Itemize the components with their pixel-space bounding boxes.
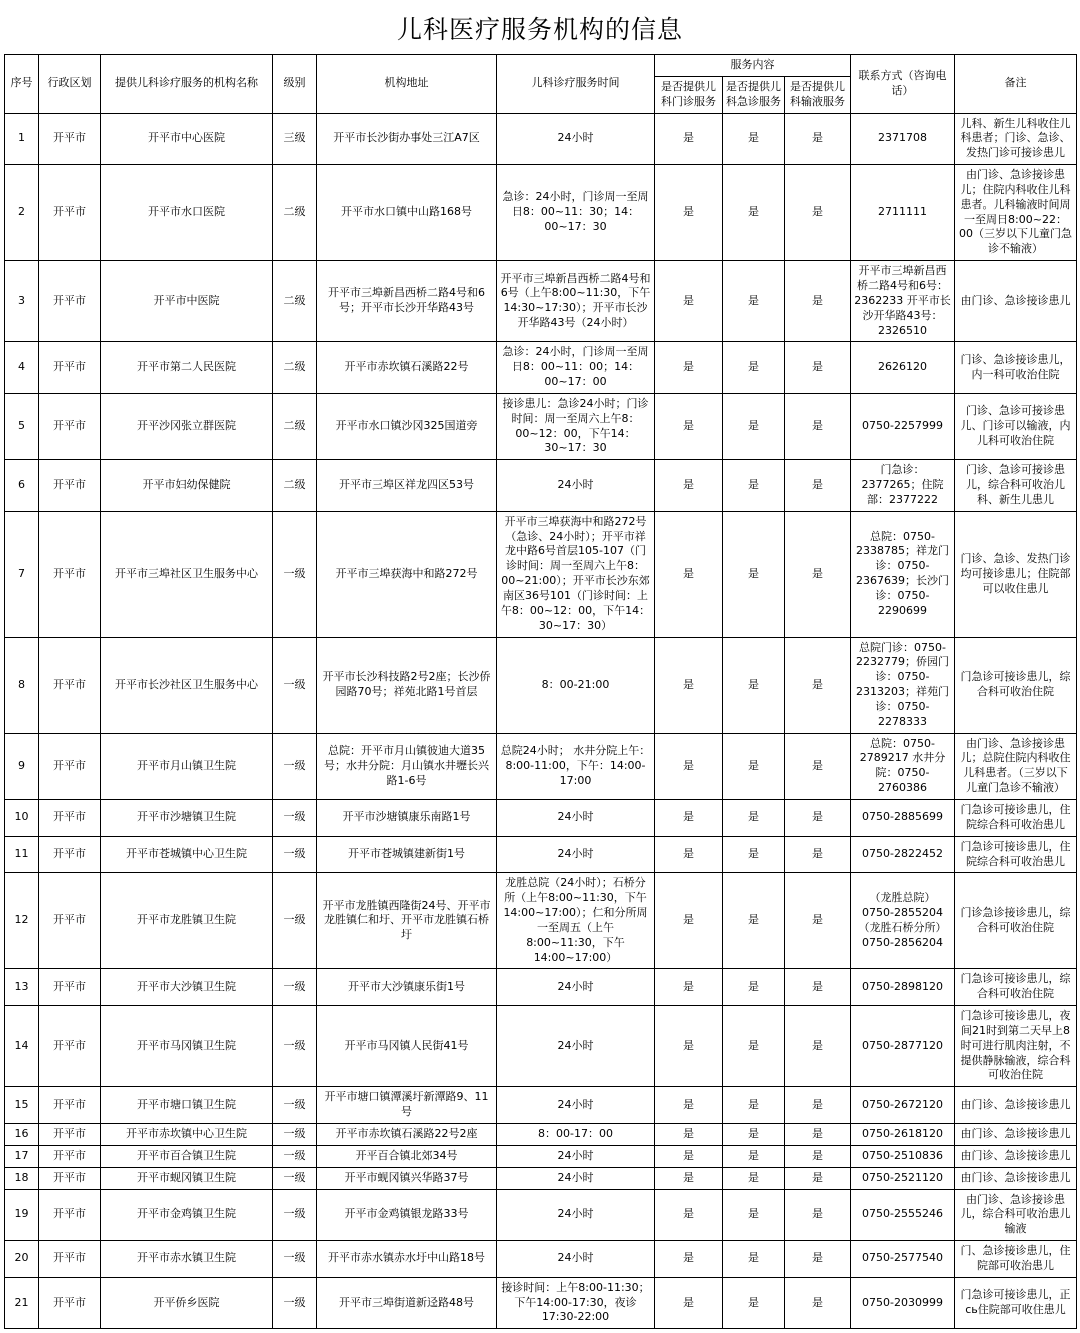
table-row [5, 261, 1077, 342]
cell-address: 开平市三埠区祥龙四区53号 [317, 460, 497, 512]
cell-seq: 5 [5, 393, 39, 459]
cell-svc-emergency: 是 [723, 393, 785, 459]
cell-remark: 门诊、急诊接诊患儿，内一科可收治住院 [955, 342, 1077, 394]
cell-district: 开平市 [39, 165, 101, 261]
cell-district: 开平市 [39, 261, 101, 342]
table-row [5, 1167, 1077, 1189]
cell-level: 一级 [273, 511, 317, 637]
cell-svc-outpatient: 是 [655, 393, 723, 459]
cell-svc-emergency: 是 [723, 1167, 785, 1189]
cell-district: 开平市 [39, 1124, 101, 1146]
cell-contact: 2711111 [851, 165, 955, 261]
cell-remark: 由门诊、急诊接诊患儿 [955, 1124, 1077, 1146]
cell-svc-outpatient: 是 [655, 836, 723, 873]
cell-svc-emergency: 是 [723, 113, 785, 165]
cell-org: 开平市长沙社区卫生服务中心 [101, 637, 273, 733]
cell-svc-infusion: 是 [785, 836, 851, 873]
cell-svc-emergency: 是 [723, 799, 785, 836]
cell-svc-outpatient: 是 [655, 165, 723, 261]
cell-address: 开平市赤坎镇石溪路22号 [317, 342, 497, 394]
cell-contact: 0750-2618120 [851, 1124, 955, 1146]
cell-org: 开平市中心医院 [101, 113, 273, 165]
cell-contact: 0750-2885699 [851, 799, 955, 836]
cell-svc-infusion: 是 [785, 637, 851, 733]
cell-address: 开平市长沙街办事处三江A7区 [317, 113, 497, 165]
cell-contact: 0750-2257999 [851, 393, 955, 459]
cell-address: 开平市金鸡镇银龙路33号 [317, 1189, 497, 1241]
cell-svc-outpatient: 是 [655, 799, 723, 836]
cell-org: 开平市百合镇卫生院 [101, 1145, 273, 1167]
cell-contact: 0750-2555246 [851, 1189, 955, 1241]
cell-time: 24小时 [497, 1006, 655, 1087]
cell-seq: 8 [5, 637, 39, 733]
cell-svc-emergency: 是 [723, 1189, 785, 1241]
cell-district: 开平市 [39, 1087, 101, 1124]
cell-seq: 7 [5, 511, 39, 637]
cell-level: 一级 [273, 1006, 317, 1087]
cell-level: 一级 [273, 873, 317, 969]
cell-contact: 门急诊：2377265；住院部：2377222 [851, 460, 955, 512]
cell-address: 开平市水口镇沙冈325国道旁 [317, 393, 497, 459]
cell-svc-infusion: 是 [785, 799, 851, 836]
col-header-svc-emergency: 是否提供儿科急诊服务 [723, 76, 785, 113]
page-title: 儿科医疗服务机构的信息 [396, 15, 683, 44]
cell-district: 开平市 [39, 393, 101, 459]
cell-org: 开平市蚬冈镇卫生院 [101, 1167, 273, 1189]
cell-address: 开平市马冈镇人民街41号 [317, 1006, 497, 1087]
cell-org: 开平市妇幼保健院 [101, 460, 273, 512]
cell-svc-infusion: 是 [785, 1241, 851, 1278]
cell-time: 急诊：24小时，门诊周一至周日8：00~11：00；14：00~17：00 [497, 342, 655, 394]
cell-svc-outpatient: 是 [655, 1241, 723, 1278]
cell-level: 一级 [273, 1124, 317, 1146]
table-row [5, 460, 1077, 512]
cell-contact: 总院：0750-2338785；祥龙门诊：0750-2367639；长沙门诊：0750-2290699 [851, 511, 955, 637]
col-header-time: 儿科诊疗服务时间 [497, 55, 655, 114]
cell-level: 三级 [273, 113, 317, 165]
cell-remark: 儿科、新生儿科收住儿科患者；门诊、急诊、发热门诊可接诊患儿 [955, 113, 1077, 165]
cell-remark: 由门诊、急诊接诊患儿；住院内科收住儿科患者。儿科输液时间周一至周日8:00~22：00（三岁以下儿童门急诊不输液） [955, 165, 1077, 261]
cell-time: 24小时 [497, 799, 655, 836]
cell-seq: 17 [5, 1145, 39, 1167]
cell-district: 开平市 [39, 733, 101, 799]
cell-level: 一级 [273, 1167, 317, 1189]
cell-district: 开平市 [39, 113, 101, 165]
cell-svc-emergency: 是 [723, 733, 785, 799]
cell-contact: 0750-2822452 [851, 836, 955, 873]
cell-seq: 19 [5, 1189, 39, 1241]
cell-level: 二级 [273, 460, 317, 512]
cell-seq: 3 [5, 261, 39, 342]
table-row [5, 113, 1077, 165]
table-header [5, 55, 1077, 114]
cell-svc-infusion: 是 [785, 113, 851, 165]
cell-svc-infusion: 是 [785, 261, 851, 342]
cell-svc-outpatient: 是 [655, 637, 723, 733]
cell-org: 开平市马冈镇卫生院 [101, 1006, 273, 1087]
cell-svc-outpatient: 是 [655, 1189, 723, 1241]
col-header-seq: 序号 [5, 55, 39, 114]
cell-svc-emergency: 是 [723, 836, 785, 873]
col-header-org: 提供儿科诊疗服务的机构名称 [101, 55, 273, 114]
cell-address: 开平市龙胜镇西隆街24号、开平市龙胜镇仁和圩、开平市龙胜镇石桥圩 [317, 873, 497, 969]
cell-svc-emergency: 是 [723, 1124, 785, 1146]
cell-seq: 13 [5, 969, 39, 1006]
cell-level: 一级 [273, 1241, 317, 1278]
cell-seq: 6 [5, 460, 39, 512]
cell-svc-outpatient: 是 [655, 1145, 723, 1167]
cell-district: 开平市 [39, 1167, 101, 1189]
cell-svc-infusion: 是 [785, 873, 851, 969]
cell-org: 开平市中医院 [101, 261, 273, 342]
table-row [5, 393, 1077, 459]
cell-address: 开平市赤坎镇石溪路22号2座 [317, 1124, 497, 1146]
cell-remark: 门急诊可接诊患儿，住院综合科可收治患儿 [955, 799, 1077, 836]
cell-time: 急诊：24小时，门诊周一至周日8：00~11：30；14：00~17：30 [497, 165, 655, 261]
table-row [5, 1189, 1077, 1241]
cell-remark: 由门诊、急诊接诊患儿 [955, 261, 1077, 342]
cell-svc-infusion: 是 [785, 1167, 851, 1189]
cell-org: 开平侨乡医院 [101, 1277, 273, 1329]
cell-contact: 0750-2521120 [851, 1167, 955, 1189]
cell-svc-outpatient: 是 [655, 460, 723, 512]
table-body [5, 113, 1077, 1329]
cell-district: 开平市 [39, 460, 101, 512]
cell-time: 24小时 [497, 113, 655, 165]
cell-level: 一级 [273, 836, 317, 873]
col-header-remark: 备注 [955, 55, 1077, 114]
pediatric-services-table [4, 54, 1077, 1329]
table-row [5, 799, 1077, 836]
cell-seq: 9 [5, 733, 39, 799]
cell-org: 开平市龙胜镇卫生院 [101, 873, 273, 969]
cell-level: 一级 [273, 1145, 317, 1167]
cell-seq: 10 [5, 799, 39, 836]
cell-contact: 0750-2672120 [851, 1087, 955, 1124]
cell-time: 8：00-17：00 [497, 1124, 655, 1146]
cell-org: 开平市金鸡镇卫生院 [101, 1189, 273, 1241]
cell-time: 24小时 [497, 1167, 655, 1189]
cell-remark: 由门诊、急诊接诊患儿；总院住院内科收住儿科患者。（三岁以下儿童门急诊不输液） [955, 733, 1077, 799]
cell-district: 开平市 [39, 1189, 101, 1241]
table-row [5, 165, 1077, 261]
cell-contact: 0750-2877120 [851, 1006, 955, 1087]
cell-address: 开平市沙塘镇康乐南路1号 [317, 799, 497, 836]
cell-level: 一级 [273, 733, 317, 799]
cell-address: 开平市长沙科技路2号2座；长沙侨园路70号；祥苑北路1号首层 [317, 637, 497, 733]
cell-org: 开平市第二人民医院 [101, 342, 273, 394]
cell-contact: 0750-2577540 [851, 1241, 955, 1278]
cell-svc-outpatient: 是 [655, 1087, 723, 1124]
cell-remark: 门急诊可接诊患儿，综合科可收治住院 [955, 969, 1077, 1006]
cell-remark: 门诊急诊接诊患儿，综合科可收治住院 [955, 873, 1077, 969]
cell-svc-infusion: 是 [785, 393, 851, 459]
cell-svc-outpatient: 是 [655, 261, 723, 342]
cell-svc-infusion: 是 [785, 1124, 851, 1146]
cell-org: 开平市沙塘镇卫生院 [101, 799, 273, 836]
cell-seq: 1 [5, 113, 39, 165]
cell-district: 开平市 [39, 873, 101, 969]
table-row [5, 1124, 1077, 1146]
cell-org: 开平市三埠社区卫生服务中心 [101, 511, 273, 637]
cell-remark: 由门诊、急诊接诊患儿，综合科可收治患儿输液 [955, 1189, 1077, 1241]
cell-svc-outpatient: 是 [655, 873, 723, 969]
cell-district: 开平市 [39, 1241, 101, 1278]
cell-svc-infusion: 是 [785, 969, 851, 1006]
cell-district: 开平市 [39, 969, 101, 1006]
cell-seq: 2 [5, 165, 39, 261]
cell-district: 开平市 [39, 637, 101, 733]
cell-time: 开平市三埠新昌西桥二路4号和6号（上午8:00~11:30，下午14:30~17:30）；开平市长沙开华路43号（24小时） [497, 261, 655, 342]
col-header-address: 机构地址 [317, 55, 497, 114]
cell-remark: 门急诊可接诊患儿，综合科可收治住院 [955, 637, 1077, 733]
cell-address: 开平市苍城镇建新街1号 [317, 836, 497, 873]
cell-seq: 15 [5, 1087, 39, 1124]
cell-org: 开平市赤坎镇中心卫生院 [101, 1124, 273, 1146]
cell-svc-infusion: 是 [785, 733, 851, 799]
cell-remark: 门急诊可接诊患儿，正сь住院部可收住患儿 [955, 1277, 1077, 1329]
cell-svc-emergency: 是 [723, 1241, 785, 1278]
cell-svc-outpatient: 是 [655, 342, 723, 394]
cell-svc-outpatient: 是 [655, 1124, 723, 1146]
cell-seq: 21 [5, 1277, 39, 1329]
cell-level: 一级 [273, 799, 317, 836]
cell-address: 开平市三埠街道新迳路48号 [317, 1277, 497, 1329]
col-header-contact: 联系方式（咨询电话） [851, 55, 955, 114]
cell-remark: 门急诊可接诊患儿，夜间21时到第二天早上8时可进行肌肉注射，不提供静脉输液，综合科可收治住院 [955, 1006, 1077, 1087]
cell-contact: 0750-2898120 [851, 969, 955, 1006]
cell-level: 一级 [273, 1087, 317, 1124]
cell-time: 24小时 [497, 969, 655, 1006]
cell-org: 开平市大沙镇卫生院 [101, 969, 273, 1006]
col-header-svc-infusion: 是否提供儿科输液服务 [785, 76, 851, 113]
header-row-top [5, 55, 1077, 77]
cell-svc-emergency: 是 [723, 511, 785, 637]
cell-seq: 12 [5, 873, 39, 969]
cell-level: 二级 [273, 342, 317, 394]
cell-org: 开平沙冈张立群医院 [101, 393, 273, 459]
cell-level: 二级 [273, 393, 317, 459]
cell-contact: 0750-2030999 [851, 1277, 955, 1329]
cell-contact: 开平市三埠新昌西桥二路4号和6号：2362233 开平市长沙开华路43号：2326510 [851, 261, 955, 342]
cell-time: 24小时 [497, 1189, 655, 1241]
table-row [5, 733, 1077, 799]
cell-time: 总院24小时； 水井分院上午：8:00-11:00，下午：14:00-17:00 [497, 733, 655, 799]
cell-seq: 16 [5, 1124, 39, 1146]
cell-svc-infusion: 是 [785, 1087, 851, 1124]
col-header-level: 级别 [273, 55, 317, 114]
cell-svc-outpatient: 是 [655, 511, 723, 637]
cell-time: 24小时 [497, 1145, 655, 1167]
cell-address: 开平市三埠新昌西桥二路4号和6号；开平市长沙开华路43号 [317, 261, 497, 342]
cell-seq: 18 [5, 1167, 39, 1189]
cell-svc-infusion: 是 [785, 342, 851, 394]
cell-remark: 门急诊可接诊患儿，住院综合科可收治患儿 [955, 836, 1077, 873]
cell-remark: 门诊、急诊可接诊患儿、门诊可以输液，内儿科可收治住院 [955, 393, 1077, 459]
cell-remark: 由门诊、急诊接诊患儿 [955, 1167, 1077, 1189]
cell-svc-infusion: 是 [785, 1277, 851, 1329]
cell-time: 开平市三埠获海中和路272号（急诊、24小时）；开平市祥龙中路6号首层105-107（门诊时间：周一至周六上午8：00~21:00）；开平市长沙东郊南区36号101（门诊时间：上午8：00~12：00，下午14：30~17：30） [497, 511, 655, 637]
table-row [5, 969, 1077, 1006]
cell-contact: 2626120 [851, 342, 955, 394]
cell-svc-emergency: 是 [723, 342, 785, 394]
cell-time: 24小时 [497, 1087, 655, 1124]
cell-district: 开平市 [39, 1277, 101, 1329]
cell-svc-outpatient: 是 [655, 113, 723, 165]
cell-svc-emergency: 是 [723, 1145, 785, 1167]
cell-level: 二级 [273, 261, 317, 342]
cell-district: 开平市 [39, 342, 101, 394]
cell-time: 龙胜总院（24小时）；石桥分所（上午8:00~11:30，下午14:00~17:00）；仁和分所周一至周五（上午8:00~11:30，下午14:00~17:00） [497, 873, 655, 969]
cell-district: 开平市 [39, 1006, 101, 1087]
cell-svc-emergency: 是 [723, 165, 785, 261]
cell-svc-emergency: 是 [723, 1087, 785, 1124]
cell-svc-infusion: 是 [785, 460, 851, 512]
col-header-service-group: 服务内容 [655, 55, 851, 77]
cell-address: 开平市水口镇中山路168号 [317, 165, 497, 261]
cell-org: 开平市月山镇卫生院 [101, 733, 273, 799]
cell-svc-emergency: 是 [723, 1006, 785, 1087]
cell-remark: 由门诊、急诊接诊患儿 [955, 1145, 1077, 1167]
cell-time: 接诊患儿：急诊24小时；门诊时间：周一至周六上午8：00~12：00，下午14：30~17：30 [497, 393, 655, 459]
cell-level: 二级 [273, 165, 317, 261]
cell-svc-emergency: 是 [723, 261, 785, 342]
cell-level: 一级 [273, 1277, 317, 1329]
cell-svc-outpatient: 是 [655, 1006, 723, 1087]
cell-district: 开平市 [39, 1145, 101, 1167]
cell-seq: 11 [5, 836, 39, 873]
col-header-district: 行政区划 [39, 55, 101, 114]
cell-svc-infusion: 是 [785, 1145, 851, 1167]
cell-time: 接诊时间：上午8:00-11:30；下午14:00-17:30，夜诊17:30-22:00 [497, 1277, 655, 1329]
cell-remark: 门、急诊接诊患儿，住院部可收治患儿 [955, 1241, 1077, 1278]
col-header-svc-outpatient: 是否提供儿科门诊服务 [655, 76, 723, 113]
cell-remark: 由门诊、急诊接诊患儿 [955, 1087, 1077, 1124]
cell-seq: 4 [5, 342, 39, 394]
cell-svc-emergency: 是 [723, 1277, 785, 1329]
cell-svc-infusion: 是 [785, 511, 851, 637]
cell-svc-outpatient: 是 [655, 733, 723, 799]
cell-district: 开平市 [39, 799, 101, 836]
cell-address: 开平百合镇北郊34号 [317, 1145, 497, 1167]
cell-address: 开平市大沙镇康乐街1号 [317, 969, 497, 1006]
cell-seq: 20 [5, 1241, 39, 1278]
cell-contact: 总院：0750-2789217 水井分院：0750-2760386 [851, 733, 955, 799]
cell-svc-emergency: 是 [723, 969, 785, 1006]
cell-level: 一级 [273, 637, 317, 733]
cell-address: 开平市三埠获海中和路272号 [317, 511, 497, 637]
cell-org: 开平市苍城镇中心卫生院 [101, 836, 273, 873]
cell-contact: 0750-2510836 [851, 1145, 955, 1167]
cell-svc-emergency: 是 [723, 460, 785, 512]
cell-seq: 14 [5, 1006, 39, 1087]
table-row [5, 873, 1077, 969]
table-row [5, 342, 1077, 394]
table-row [5, 836, 1077, 873]
cell-svc-emergency: 是 [723, 637, 785, 733]
cell-address: 开平市塘口镇潭溪圩新潭路9、11号 [317, 1087, 497, 1124]
cell-org: 开平市水口医院 [101, 165, 273, 261]
cell-svc-infusion: 是 [785, 165, 851, 261]
table-row [5, 1241, 1077, 1278]
cell-district: 开平市 [39, 511, 101, 637]
cell-contact: 2371708 [851, 113, 955, 165]
cell-level: 一级 [273, 1189, 317, 1241]
table-row [5, 1006, 1077, 1087]
cell-address: 开平市赤水镇赤水圩中山路18号 [317, 1241, 497, 1278]
cell-svc-infusion: 是 [785, 1006, 851, 1087]
cell-remark: 门诊、急诊可接诊患儿，综合科可收治儿科、新生儿患儿 [955, 460, 1077, 512]
cell-org: 开平市赤水镇卫生院 [101, 1241, 273, 1278]
cell-contact: （龙胜总院）0750-2855204（龙胜石桥分所）0750-2856204 [851, 873, 955, 969]
cell-svc-infusion: 是 [785, 1189, 851, 1241]
cell-svc-outpatient: 是 [655, 1277, 723, 1329]
cell-contact: 总院门诊：0750-2232779；侨园门诊：0750-2313203；祥苑门诊：0750-2278333 [851, 637, 955, 733]
table-row [5, 637, 1077, 733]
table-row [5, 1145, 1077, 1167]
cell-svc-outpatient: 是 [655, 1167, 723, 1189]
cell-address: 开平市蚬冈镇兴华路37号 [317, 1167, 497, 1189]
cell-svc-emergency: 是 [723, 873, 785, 969]
cell-time: 8：00-21:00 [497, 637, 655, 733]
cell-svc-outpatient: 是 [655, 969, 723, 1006]
cell-level: 一级 [273, 969, 317, 1006]
table-row [5, 1277, 1077, 1329]
table-row [5, 1087, 1077, 1124]
cell-time: 24小时 [497, 836, 655, 873]
table-row [5, 511, 1077, 637]
cell-remark: 门诊、急诊、发热门诊均可接诊患儿；住院部可以收住患儿 [955, 511, 1077, 637]
cell-district: 开平市 [39, 836, 101, 873]
cell-org: 开平市塘口镇卫生院 [101, 1087, 273, 1124]
cell-address: 总院：开平市月山镇彼迪大道35号；水井分院：月山镇水井壢长兴路1-6号 [317, 733, 497, 799]
cell-time: 24小时 [497, 1241, 655, 1278]
cell-time: 24小时 [497, 460, 655, 512]
